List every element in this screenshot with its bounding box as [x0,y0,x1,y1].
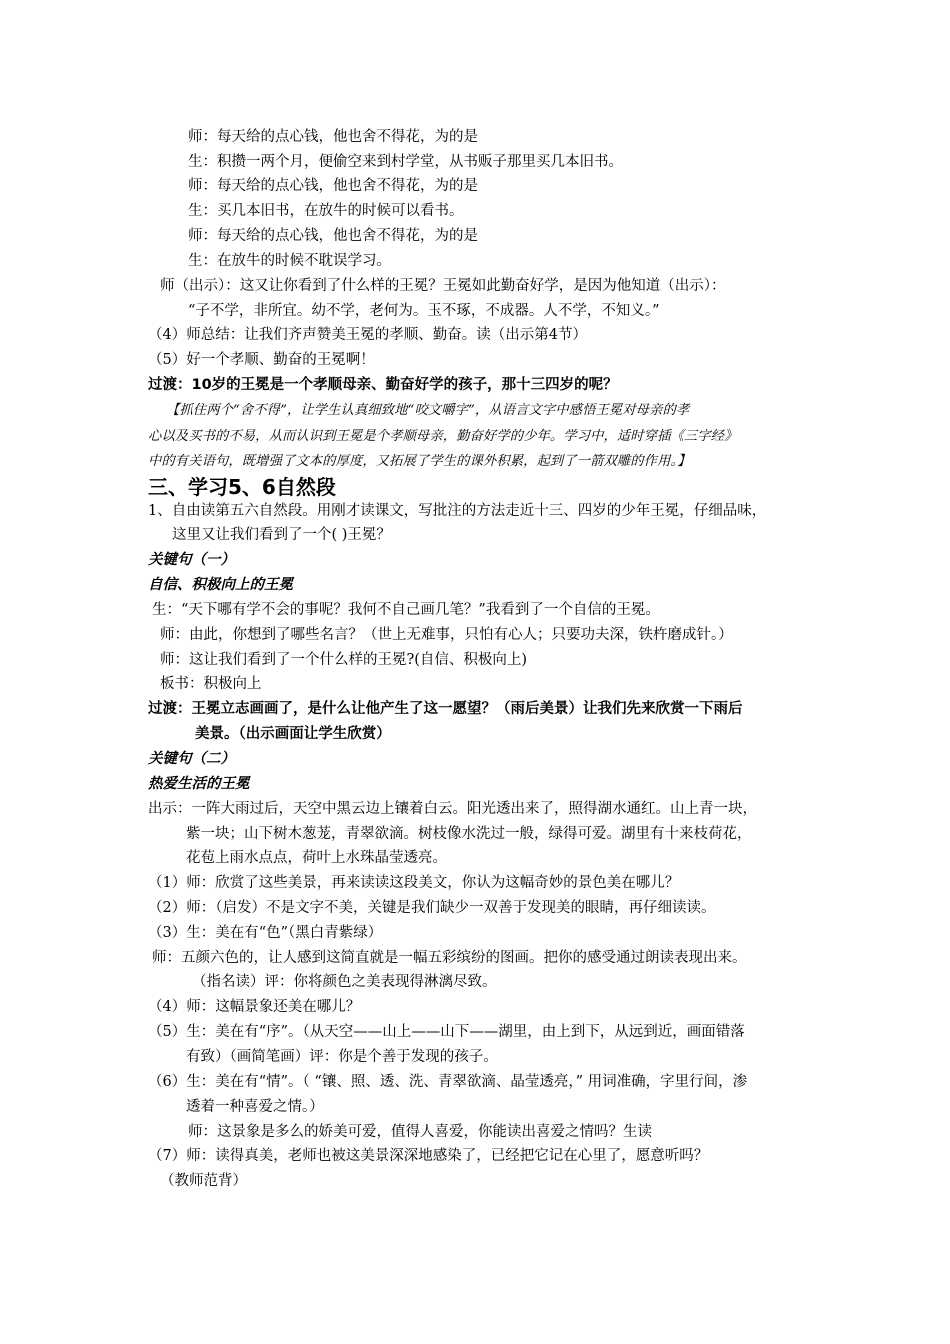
text-line: 生：在放牛的时候不耽误学习。 [188,253,391,269]
commentary-line: 【抓住两个“舍不得”，让学生认真细致地“咬文嚼字”，从语言文字中感悟王冕对母亲的孝 [166,403,690,418]
section-heading: 三、学习5、6自然段 [148,475,336,499]
text-line: 师：这景象是多么的娇美可爱，值得人喜爱，你能读出喜爱之情吗？生读 [188,1124,652,1140]
text-line: （1）师：欣赏了这些美景，再来读读这段美文，你认为这幅奇妙的景色美在哪儿？ [148,875,680,891]
text-line: （7）师：读得真美，老师也被这美景深深地感染了，已经把它记在心里了，愿意听吗？ [148,1148,709,1164]
transition-line: 过渡：王冕立志画画了，是什么让他产生了这一愿望？（雨后美景）让我们先来欣赏一下雨后 [148,701,743,717]
text-line: 花苞上雨水点点，荷叶上水珠晶莹透亮。 [186,850,447,866]
transition-line: 过渡：10岁的王冕是一个孝顺母亲、勤奋好学的孩子，那十三四岁的呢？ [148,377,618,393]
text-line: 师（出示）：这又让你看到了什么样的王冕？王冕如此勤奋好学，是因为他知道（出示）： [160,278,726,294]
commentary-line: 心以及买书的不易，从而认识到王冕是个孝顺母亲，勤奋好学的少年。学习中，适时穿插《三字经》 [148,429,738,444]
text-line: （教师范背） [160,1173,247,1189]
text-line: 出示：一阵大雨过后，天空中黑云边上镶着白云。阳光透出来了，照得湖水通红。山上青一块， [148,801,757,817]
text-line: 透着一种喜爱之情。） [186,1099,324,1115]
text-line: 师：每天给的点心钱，他也舍不得花，为的是 [188,129,478,145]
text-line: 师：五颜六色的，让人感到这简直就是一幅五彩缤纷的图画。把你的感受通过朗读表现出来。 [152,950,747,966]
text-line: （指名读）评：你将颜色之美表现得淋漓尽致。 [192,974,497,990]
text-line: 1、自由读第五六自然段。用刚才读课文，写批注的方法走近十三、四岁的少年王冕，仔细品味， [148,503,767,519]
text-line: （2）师：（启发）不是文字不美，关键是我们缺少一双善于发现美的眼睛，再仔细读读。 [148,900,716,916]
text-line: 生：“天下哪有学不会的事呢？我何不自己画几笔？”我看到了一个自信的王冕。 [152,602,660,618]
subheading: 关键句（一） [148,552,235,568]
subheading: 热爱生活的王冕 [148,776,250,792]
text-line: 师：每天给的点心钱，他也舍不得花，为的是 [188,178,478,194]
text-line: 师：每天给的点心钱，他也舍不得花，为的是 [188,228,478,244]
transition-line: 美景。（出示画面让学生欣赏） [195,726,391,742]
text-line: 板书：积极向上 [160,676,262,692]
text-line: 师：这让我们看到了一个什么样的王冕?(自信、积极向上) [160,652,528,668]
text-line: （5）生：美在有“序”。（从天空——山上——山下——湖里，由上到下，从远到近，画面错落 [148,1024,745,1040]
subheading: 自信、积极向上的王冕 [148,577,293,593]
text-line: （3）生：美在有“色”（黑白青紫绿） [148,925,383,941]
text-line: （5）好一个孝顺、勤奋的王冕啊！ [148,352,375,368]
text-line: 师：由此，你想到了哪些名言？（世上无难事，只怕有心人；只要功夫深，铁杵磨成针。） [160,627,733,643]
subheading: 关键句（二） [148,751,235,767]
text-line: 这里又让我们看到了一个( )王冕？ [172,527,391,543]
text-line: （4）师总结：让我们齐声赞美王冕的孝顺、勤奋。读（出示第4节） [148,327,587,343]
text-line: （6）生：美在有“情”。（ “镶、照、透、洗、青翠欲滴、晶莹透亮，” 用词准确，字里行间，渗 [148,1074,748,1090]
text-line: 紫一块；山下树木葱茏，青翠欲滴。树枝像水洗过一般，绿得可爱。湖里有十来枝荷花， [186,826,752,842]
text-line: （4）师：这幅景象还美在哪儿？ [148,999,361,1015]
quote-line: “子不学，非所宜。幼不学，老何为。玉不琢，不成器。人不学，不知义。” [188,303,660,319]
commentary-line: 中的有关语句，既增强了文本的厚度，又拓展了学生的课外积累，起到了一箭双雕的作用。】 [148,454,691,469]
text-line: 生：积攒一两个月，便偷空来到村学堂，从书贩子那里买几本旧书。 [188,154,623,170]
text-line: 生：买几本旧书，在放牛的时候可以看书。 [188,203,464,219]
text-line: 有致）（画简笔画）评：你是个善于发现的孩子。 [186,1049,498,1065]
